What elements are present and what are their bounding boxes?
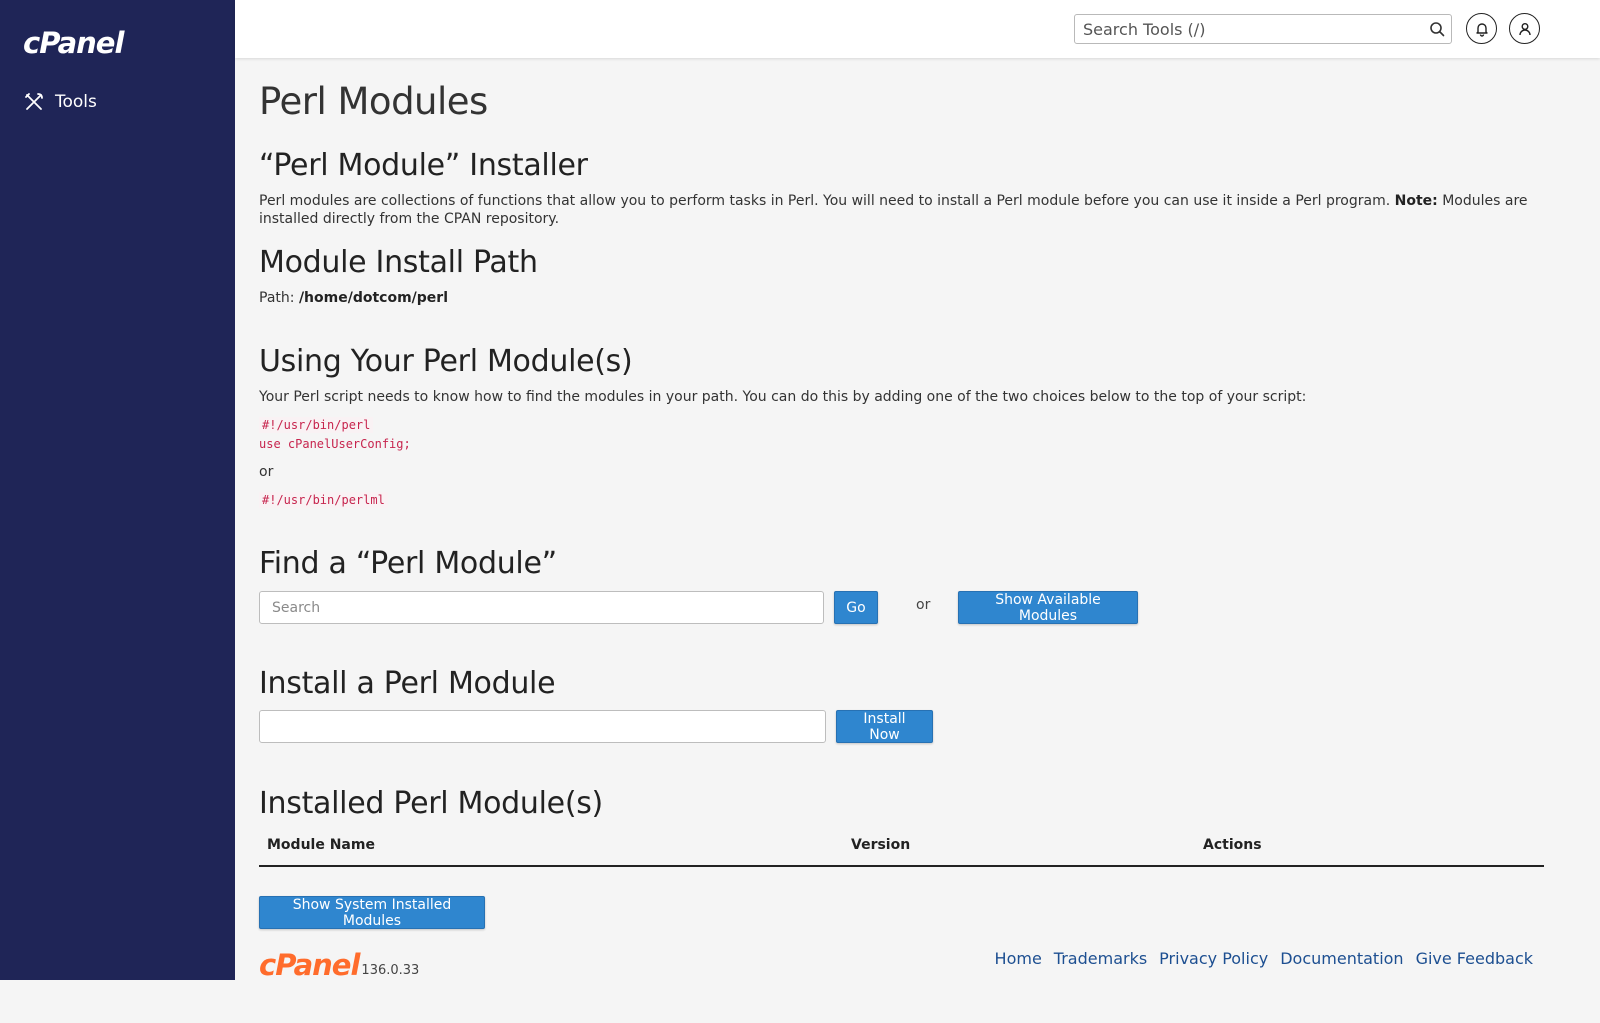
footer-cpanel-logo[interactable]: cPanel [259,948,360,982]
footer-link-documentation[interactable]: Documentation [1280,949,1404,968]
column-header-version[interactable]: Version [851,837,911,853]
installer-description: Perl modules are collections of functions that allow you to perform tasks in Perl. You will need to install a Perl module before you can use it inside a Perl program. Note: Modules are installed directly from the CPAN repository. [259,193,1528,227]
sidebar-bottom-gap [0,980,235,1023]
notifications-button[interactable] [1466,13,1497,44]
user-menu-button[interactable] [1509,13,1540,44]
cpanel-logo-text: cPanel [23,26,124,60]
note-label: Note: [1394,193,1438,209]
installed-modules-heading: Installed Perl Module(s) [259,786,603,821]
code-line: #!/usr/bin/perl [259,416,411,435]
page-title: Perl Modules [259,80,488,123]
column-header-module-name[interactable]: Module Name [267,837,375,853]
show-available-modules-button[interactable]: Show Available Modules [958,591,1138,624]
or-label: or [916,597,931,613]
footer-link-privacy-policy[interactable]: Privacy Policy [1159,949,1269,968]
version-number: 136.0.33 [361,963,420,978]
install-path-heading: Module Install Path [259,245,538,280]
install-path-line [259,289,448,307]
go-button[interactable]: Go [834,591,878,624]
search-icon[interactable] [1429,21,1445,37]
installer-heading: “Perl Module” Installer [259,148,588,183]
sidebar-item-tools[interactable] [24,92,97,112]
install-module-input[interactable] [259,710,826,743]
find-module-heading: Find a “Perl Module” [259,546,557,581]
using-heading: Using Your Perl Module(s) [259,344,633,379]
bell-icon [1474,21,1490,37]
code-block-option-1 [259,416,411,454]
footer-links [995,949,1533,968]
install-path-label: Path: [259,290,295,306]
or-separator: or [259,464,274,480]
install-now-button[interactable]: Install Now [836,710,933,743]
footer-link-trademarks[interactable]: Trademarks [1053,949,1148,968]
find-module-search-input[interactable] [259,591,824,624]
code-block-option-2: #!/usr/bin/perlml [259,491,388,510]
code-line: use cPanelUserConfig; [259,437,411,451]
install-module-heading: Install a Perl Module [259,666,556,701]
footer-brand [259,948,419,982]
column-header-actions: Actions [1203,837,1262,853]
using-description: Your Perl script needs to know how to find the modules in your path. You can do this by adding one of the two choices below to the top of your script: [259,389,1307,405]
install-path-value: /home/dotcom/perl [298,290,449,306]
installed-modules-table-header [259,835,1544,867]
show-system-installed-modules-button[interactable]: Show System Installed Modules [259,896,485,929]
top-header [235,0,1600,58]
sidebar-item-label: Tools [55,92,97,112]
user-icon [1517,21,1533,37]
tools-icon [24,92,44,112]
tool-search-box [1074,14,1452,44]
footer-link-home[interactable]: Home [994,949,1042,968]
cpanel-logo[interactable] [23,26,123,60]
sidebar [0,0,235,980]
footer-link-give-feedback[interactable]: Give Feedback [1415,949,1533,968]
tool-search-input[interactable] [1075,15,1421,43]
